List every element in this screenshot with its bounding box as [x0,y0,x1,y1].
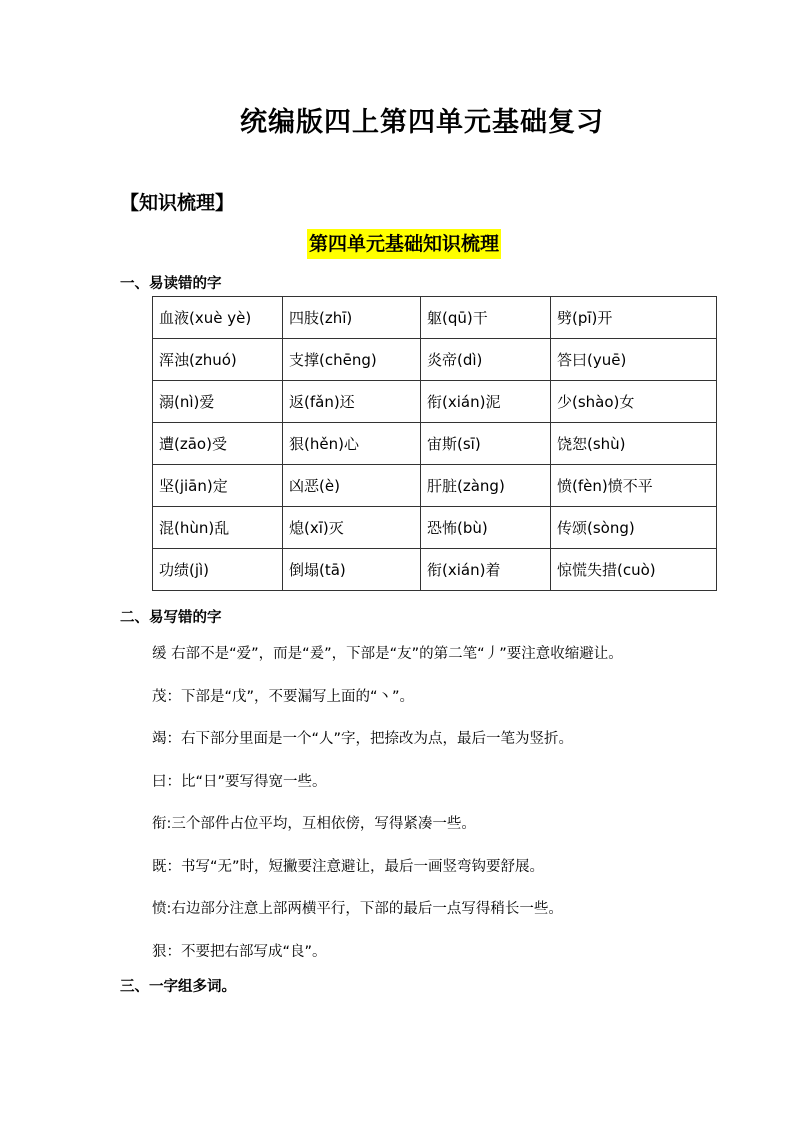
table-row [153,507,717,549]
section-heading-mispronounced: 一、易读错的字 [120,276,222,292]
table-cell: 传颂(sòng) [551,507,717,549]
table-cell: 狠(hěn)心 [283,423,421,465]
writing-notes-list [152,644,752,984]
table-cell: 返(fǎn)还 [283,381,421,423]
list-item: 愤:右边部分注意上部两横平行，下部的最后一点写得稍长一些。 [152,901,563,917]
table-cell: 浑浊(zhuó) [153,339,283,381]
mispronounced-characters-table [152,296,717,591]
table-cell: 功绩(jì) [153,549,283,591]
table-row [153,423,717,465]
page-title: 统编版四上第四单元基础复习 [240,107,604,138]
table-row [153,297,717,339]
table-row [153,549,717,591]
table-cell: 支撑(chēng) [283,339,421,381]
table-cell: 少(shào)女 [551,381,717,423]
table-cell: 血液(xuè yè) [153,297,283,339]
table-cell: 遭(zāo)受 [153,423,283,465]
table-cell: 溺(nì)爱 [153,381,283,423]
table-cell: 衔(xián)着 [421,549,551,591]
list-item: 曰：比“日”要写得宽一些。 [152,773,327,790]
table-cell: 愤(fèn)愤不平 [551,465,717,507]
list-item: 狠：不要把右部写成“良”。 [152,943,327,960]
table-cell: 熄(xī)灭 [283,507,421,549]
table-cell: 答曰(yuē) [551,339,717,381]
list-item: 既：书写“无”时，短撇要注意避让，最后一画竖弯钩要舒展。 [152,858,545,875]
highlighted-subtitle: 第四单元基础知识梳理 [307,229,501,259]
table-row [153,339,717,381]
table-cell: 四肢(zhī) [283,297,421,339]
table-cell: 躯(qū)干 [421,297,551,339]
table-cell: 惊慌失措(cuò) [551,549,717,591]
table-cell: 混(hùn)乱 [153,507,283,549]
table-cell: 倒塌(tā) [283,549,421,591]
table-cell: 饶恕(shù) [551,423,717,465]
table-cell: 凶恶(è) [283,465,421,507]
table-cell: 恐怖(bù) [421,507,551,549]
table-cell: 坚(jiān)定 [153,465,283,507]
section-heading-miswritten: 二、易写错的字 [120,610,222,626]
knowledge-label: 【知识梳理】 [120,192,235,214]
table-row [153,465,717,507]
table-row [153,381,717,423]
list-item: 衔:三个部件占位平均，互相依傍，写得紧凑一些。 [152,816,476,832]
table-cell: 炎帝(dì) [421,339,551,381]
table-cell: 宙斯(sī) [421,423,551,465]
list-item: 竭：右下部分里面是一个“人”字，把捺改为点，最后一笔为竖折。 [152,731,574,747]
table-cell: 肝脏(zàng) [421,465,551,507]
section-heading-word-groups: 三、一字组多词。 [120,979,236,995]
list-item: 缓 右部不是“爱”，而是“爰”，下部是“友”的第二笔“丿”要注意收缩避让。 [152,646,623,662]
table-cell: 衔(xián)泥 [421,381,551,423]
list-item: 茂：下部是“戊”，不要漏写上面的“丶”。 [152,688,415,705]
table-cell: 劈(pī)开 [551,297,717,339]
